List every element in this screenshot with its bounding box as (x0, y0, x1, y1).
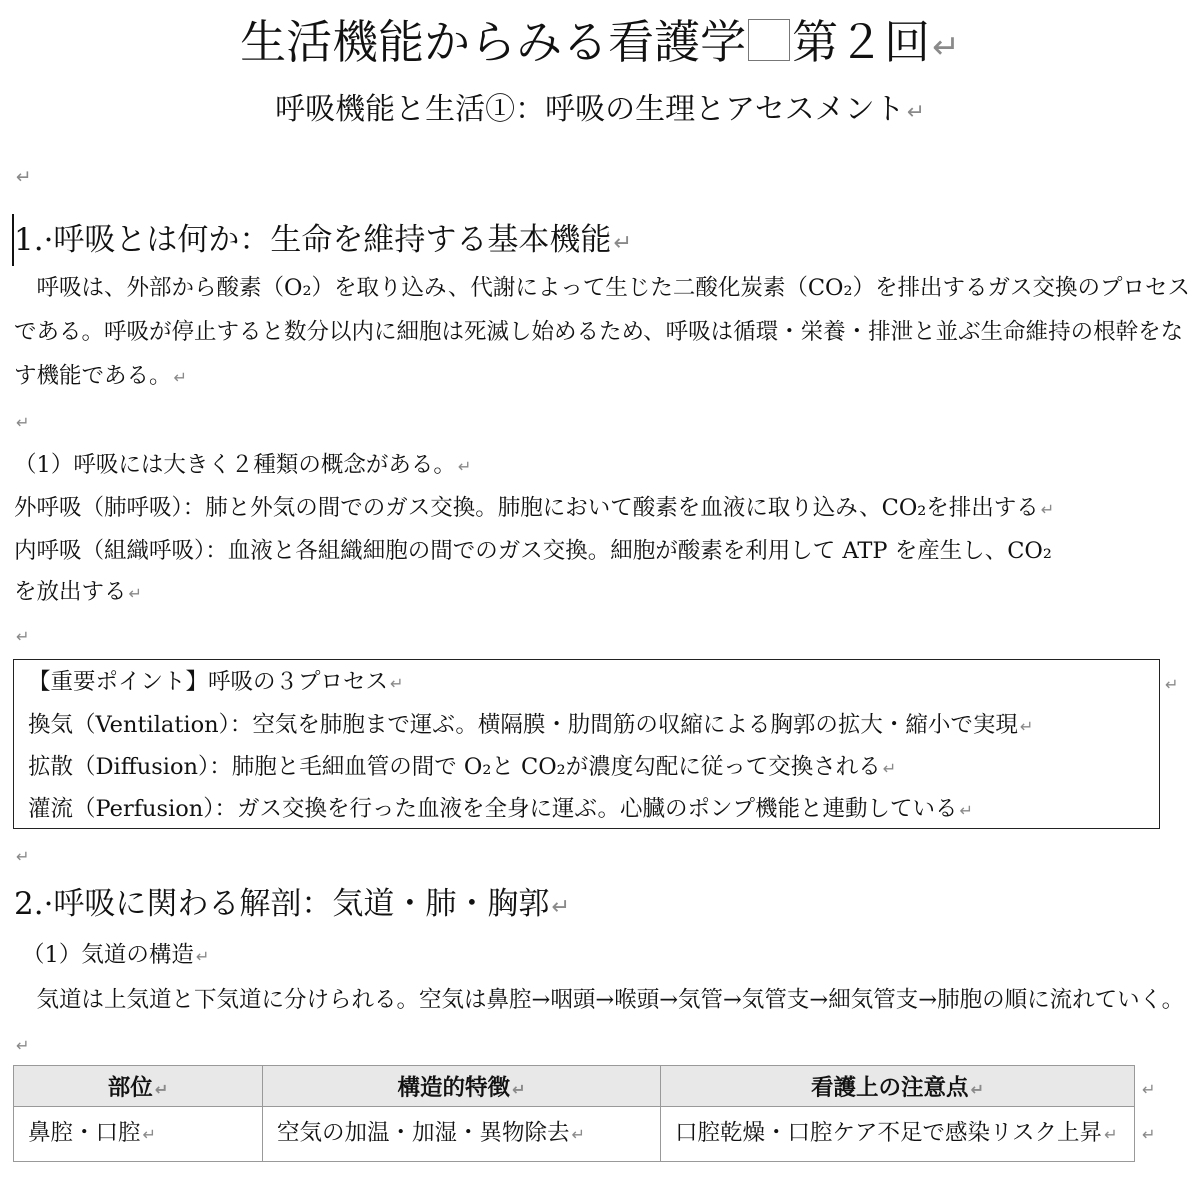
key-point-title: 【重要ポイント】呼吸の３プロセス ↵ (28, 669, 404, 695)
key-point-box (13, 659, 1160, 829)
empty-paragraph (14, 160, 32, 190)
paragraph-mark-icon: ↵ (195, 947, 210, 966)
paragraph-mark-icon: ↵ (959, 801, 974, 820)
table-header-cell: 看護上の注意点 ↵ (661, 1066, 1135, 1107)
document-title: 生活機能からみる看護学 第２回↵ (240, 15, 960, 69)
internal-respiration-line: 内呼吸（組織呼吸）：血液と各組織細胞の間でのガス交換。細胞が酸素を利用して ATP を産生し、CO₂ (14, 538, 1052, 564)
paragraph-mark-icon: ↵ (390, 674, 404, 693)
paragraph-mark-icon: ↵ (142, 1125, 157, 1144)
table-row-end-mark (1140, 1073, 1156, 1105)
paragraph-mark-icon: ↵ (1142, 1125, 1156, 1144)
box-end-mark (1163, 668, 1179, 700)
table-header-cell: 構造的特徴 ↵ (263, 1066, 661, 1107)
paragraph-mark-icon: ↵ (970, 1080, 985, 1099)
paragraph-mark-icon: ↵ (1040, 500, 1055, 519)
key-point-perfusion: 灌流（Perfusion）：ガス交換を行った血液を全身に運ぶ。心臓のポンプ機能と連動している ↵ (28, 796, 974, 822)
paragraph-mark-icon: ↵ (16, 413, 30, 432)
table-cell: 鼻腔・口腔 ↵ (14, 1107, 263, 1162)
table-row-end-mark (1140, 1118, 1156, 1150)
empty-paragraph (14, 840, 30, 872)
empty-paragraph (14, 406, 30, 438)
key-point-diffusion: 拡散（Diffusion）：肺胞と毛細血管の間で O₂と CO₂が濃度勾配に従って交換される ↵ (28, 754, 897, 780)
table-row (14, 1107, 1135, 1162)
paragraph-mark-icon: ↵ (128, 584, 143, 603)
section-1-heading: 1.·呼吸とは何か：生命を維持する基本機能↵ (14, 222, 633, 258)
paragraph-mark-icon: ↵ (16, 1036, 30, 1055)
paragraph-mark-icon: ↵ (551, 894, 571, 920)
paragraph-mark-icon: ↵ (906, 100, 925, 125)
paragraph-mark-icon: ↵ (1104, 1125, 1118, 1144)
section-2-paragraph: 気道は上気道と下気道に分けられる。空気は鼻腔→咽頭→喉頭→気管→気管支→細気管支→肺胞の順に流れていく。↵ (14, 987, 1185, 1055)
section-1-paragraph: 呼吸は、外部から酸素（O₂）を取り込み、代謝によって生じた二酸化炭素（CO₂）を排出するガス交換のプロセスである。呼吸が停止すると数分以内に細胞は死滅し始めるため、呼吸は循環・栄養・排泄と並ぶ生命維持の根幹をなす機能である。 ↵ (14, 275, 1190, 389)
paragraph-mark-icon: ↵ (882, 759, 897, 778)
paragraph-mark-icon: ↵ (16, 847, 30, 866)
paragraph-mark-icon: ↵ (16, 627, 30, 646)
paragraph-mark-icon: ↵ (173, 368, 188, 387)
section-2-heading: 2.·呼吸に関わる解剖：気道・肺・胸郭↵ (14, 886, 571, 922)
empty-paragraph (14, 620, 30, 652)
table-cell: 口腔乾燥・口腔ケア不足で感染リスク上昇 ↵ (661, 1107, 1135, 1162)
paragraph-mark-icon: ↵ (613, 230, 633, 256)
paragraph-mark-icon: ↵ (932, 27, 960, 66)
document-subtitle: 呼吸機能と生活①：呼吸の生理とアセスメント↵ (275, 92, 925, 127)
table-cell: 空気の加温・加湿・異物除去 ↵ (263, 1107, 661, 1162)
paragraph-mark-icon: ↵ (1165, 675, 1179, 694)
external-respiration-line: 外呼吸（肺呼吸）：肺と外気の間でのガス交換。肺胞において酸素を血液に取り込み、CO₂を排出する ↵ (14, 495, 1055, 521)
key-point-ventilation: 換気（Ventilation）：空気を肺胞まで運ぶ。横隔膜・肋間筋の収縮による胸郭の拡大・縮小で実現 ↵ (28, 712, 1034, 738)
section-1-subheading: （1）呼吸には大きく２種類の概念がある。 ↵ (14, 452, 472, 478)
anatomy-table (13, 1065, 1135, 1162)
paragraph-mark-icon: ↵ (511, 1080, 526, 1099)
paragraph-mark-icon: ↵ (154, 1080, 169, 1099)
paragraph-mark-icon: ↵ (16, 167, 32, 188)
paragraph-mark-icon: ↵ (1019, 717, 1034, 736)
internal-respiration-line-continued: を放出する ↵ (14, 579, 143, 605)
paragraph-mark-icon: ↵ (571, 1125, 586, 1144)
placeholder-box-icon (748, 19, 790, 61)
paragraph-mark-icon: ↵ (457, 457, 472, 476)
section-2-subheading: （1）気道の構造 ↵ (22, 942, 210, 968)
paragraph-mark-icon: ↵ (1142, 1080, 1156, 1099)
table-header-row (14, 1066, 1135, 1107)
table-header-cell: 部位 ↵ (14, 1066, 263, 1107)
